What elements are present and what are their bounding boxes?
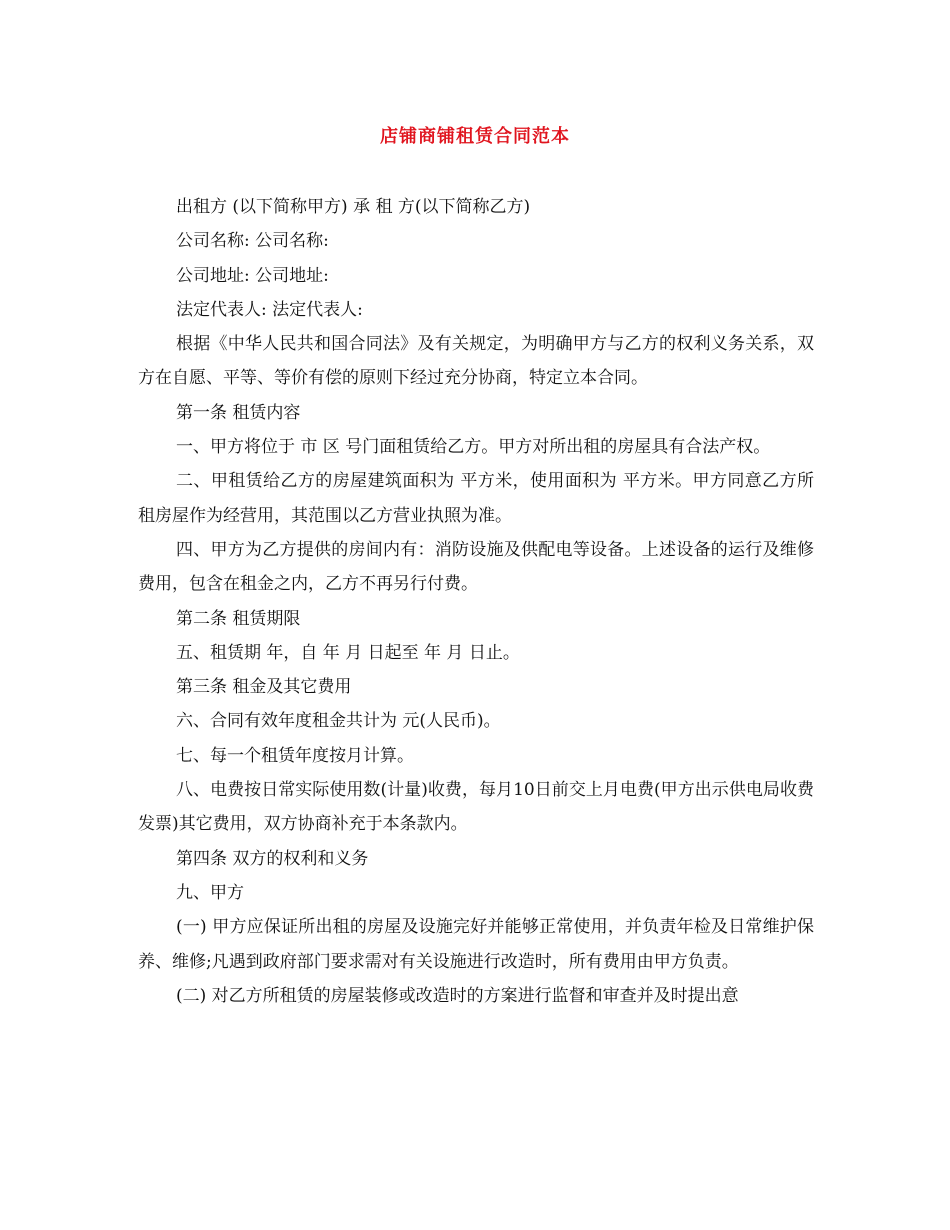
clause-paragraph: 四、甲方为乙方提供的房间内有：消防设施及供配电等设备。上述设备的运行及维修费用，包含在租金之内，乙方不再另行付费。: [138, 539, 814, 595]
clause-paragraph: 七、每一个租赁年度按月计算。: [176, 745, 414, 766]
clause-paragraph: 二、甲租赁给乙方的房屋建筑面积为 平方米，使用面积为 平方米。甲方同意乙方所租房屋作为经营用，其范围以乙方营业执照为准。: [138, 471, 814, 526]
company-address-line: 公司地址: 公司地址:: [176, 265, 329, 286]
clause-paragraph: 五、租赁期 年，自 年 月 日起至 年 月 日止。: [176, 642, 520, 663]
legal-representative-line: 法定代表人: 法定代表人:: [176, 299, 363, 320]
article-heading: 第三条 租金及其它费用: [176, 677, 352, 698]
company-name-line: 公司名称: 公司名称:: [176, 231, 329, 252]
party-header: 出租方 (以下简称甲方) 承 租 方(以下简称乙方): [176, 197, 531, 217]
clause-paragraph: 一、甲方将位于 市 区 号门面租赁给乙方。甲方对所出租的房屋具有合法产权。: [176, 437, 771, 458]
article-heading: 第四条 双方的权利和义务: [176, 848, 369, 869]
sub-clause-paragraph: (一) 甲方应保证所出租的房屋及设施完好并能够正常使用，并负责年检及日常维护保养、维修;凡遇到政府部门要求需对有关设施进行改造时，所有费用由甲方负责。: [138, 917, 814, 972]
clause-paragraph: 六、合同有效年度租金共计为 元(人民币)。: [176, 711, 501, 732]
document-body: [138, 190, 814, 1013]
preamble-paragraph: 根据《中华人民共和国合同法》及有关规定，为明确甲方与乙方的权利义务关系，双方在自愿、平等、等价有偿的原则下经过充分协商，特定立本合同。: [138, 334, 814, 389]
article-heading: 第二条 租赁期限: [176, 608, 301, 629]
document-title: 店铺商铺租赁合同范本: [380, 126, 570, 147]
article-heading: 第一条 租赁内容: [176, 402, 301, 423]
sub-clause-paragraph: (二) 对乙方所租赁的房屋装修或改造时的方案进行监督和审查并及时提出意: [176, 985, 739, 1006]
clause-paragraph: 九、甲方: [176, 882, 244, 903]
clause-paragraph: 八、电费按日常实际使用数(计量)收费，每月10日前交上月电费(甲方出示供电局收费发票)其它费用，双方协商补充于本条款内。: [138, 780, 814, 835]
